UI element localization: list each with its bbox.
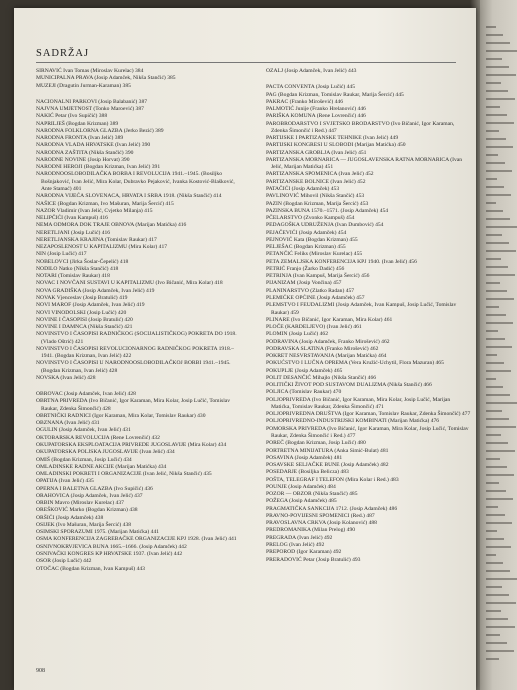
- toc-entry: OBRTNA PRIVREDA (Ivo Bičanić, Igor Karaman, Mira Kolar, Josip Lučić, Tomislav Raukar, Zdenka Šimončić) 428: [36, 398, 231, 412]
- toc-entry: NOVINE I ČASOPISI (Josip Bratulić) 420: [36, 316, 133, 323]
- toc-entry: PODRAVSKA SLATINA (Franko Mirošević) 462: [266, 345, 379, 352]
- toc-left-column: [36, 68, 241, 573]
- blurred-text-line: [486, 146, 513, 148]
- toc-entry: NACIONALNI PARKOVI (Josip Balabanić) 387: [36, 98, 148, 105]
- blurred-text-line: [486, 330, 498, 332]
- blurred-text-line: [486, 410, 502, 412]
- blurred-text-line: [486, 242, 509, 244]
- blurred-text-line: [486, 354, 497, 356]
- blurred-text-line: [486, 130, 499, 132]
- blurred-text-line: [486, 490, 506, 492]
- blurred-text-line: [486, 522, 512, 524]
- blurred-text-line: [486, 418, 509, 420]
- blurred-text-line: [486, 618, 508, 620]
- blurred-text-line: [486, 26, 496, 28]
- toc-entry: OSNIVAČKI KONGRES KP HRVATSKE 1937. (Ivan Jelić) 442: [36, 551, 183, 557]
- blurred-text-line: [486, 546, 511, 548]
- toc-entry: NAKIĆ Petar (Ivo Supičić) 388: [36, 113, 108, 120]
- toc-entry: PAZIN (Bogdan Krizman, Marija Šercić) 453: [266, 200, 369, 207]
- blurred-text-line: [486, 74, 516, 76]
- toc-entry: POMORSKA PRIVREDA (Ivo Bičanić, Igor Karaman, Mira Kolar, Josip Lučić, Tomislav Raukar, Zdenka Šimončić i Red.) 477: [266, 425, 469, 440]
- blurred-text-line: [486, 338, 505, 340]
- toc-entry: PODRAVINA (Josip Adamček, Franko Mirošević) 462: [266, 338, 390, 345]
- blurred-text-line: [486, 50, 517, 52]
- blurred-text-line: [486, 578, 517, 580]
- toc-entry: ORBIN Mavro (Miroslav Kurelac) 437: [36, 500, 124, 507]
- toc-entry: OGULIN (Josip Adamček, Ivan Jelić) 431: [36, 427, 131, 434]
- toc-entry: NOVINSTVO I ČASOPISI REVOLUCIONARNOG RADNIČKOG POKRETA 1918.–1941. (Bogdan Krizman, Ivan Jelić) 422: [36, 345, 234, 360]
- book-page: [14, 8, 476, 690]
- toc-entry: PAZINSKA BUNA 1570.–1571. (Josip Adamček) 454: [266, 207, 389, 214]
- toc-entry: NOBELOVCI (Jirka Šoslar-Čepelić) 418: [36, 258, 129, 265]
- toc-entry: POREČ (Bogdan Krizman, Josip Lučić) 480: [266, 440, 366, 447]
- blurred-text-line: [486, 154, 498, 156]
- toc-entry: NAPRILJEŠ (Bogdan Krizman) 389: [36, 120, 119, 127]
- blurred-text-line: [486, 274, 515, 276]
- blurred-text-line: [486, 386, 503, 388]
- toc-entry: NEZAPOSLENOST U KAPITALIZMU (Mira Kolar) 417: [36, 244, 168, 251]
- toc-entry: PAROBRODARSTVO I SVJETSKO BRODARSTVO (Ivo Bičanić, Igor Karaman, Zdenka Šimončić i Red.) 447: [266, 120, 455, 134]
- toc-entry: NOVI VINODOLSKI (Josip Lučić) 420: [36, 309, 127, 316]
- toc-entry: NARODNI HEROJI (Bogdan Krizman, Ivan Jelić) 391: [36, 164, 161, 171]
- blurred-text-line: [486, 442, 508, 444]
- blurred-text-line: [486, 114, 507, 116]
- toc-entry: NOVSKA (Ivan Jelić) 428: [36, 374, 96, 381]
- blurred-text-line: [486, 626, 515, 628]
- toc-right-column: [266, 68, 471, 564]
- toc-entry: MUZEJI (Dragutin Jurman-Karaman) 385: [36, 82, 131, 89]
- blurred-text-line: [486, 394, 510, 396]
- toc-entry: PEJAČEVIĆI (Josip Adamček) 454: [266, 229, 347, 236]
- toc-entry: OPERNA I BALETNA GLAZBA (Ivo Supičić) 436: [36, 485, 153, 492]
- toc-entry: PLEMIĆKE OPĆINE (Josip Adamček) 457: [266, 294, 365, 301]
- toc-entry: NARODNA VIJEĆA SLOVENACA, HRVATA I SRBA 1918. (Nikša Stančić) 414: [36, 193, 222, 200]
- toc-entry: NOVINE I DAMNCA (Nikša Stančić) 421: [36, 324, 133, 331]
- toc-entry: OSIMSKI SPORAZUMI 1975. (Marijan Matićka) 441: [36, 529, 160, 536]
- toc-entry: PLOČE (KARDELJEVO) (Ivan Jelić) 461: [266, 324, 362, 331]
- toc-entry: NOVA GRADIŠKA (Josip Adamček, Ivan Jelić) 419: [36, 287, 155, 294]
- blurred-text-line: [486, 186, 504, 188]
- toc-entry: PARTIZANSKE BOLNICE (Ivan Jelić) 452: [266, 178, 366, 185]
- toc-entry: NARODNA FOLKLORNA GLAZBA (Jerko Bezić) 389: [36, 127, 164, 134]
- toc-entry: NARODNE NOVINE (Josip Horvat) 390: [36, 156, 130, 163]
- toc-entry: PAG (Bogdan Krizman, Tomislav Raukar, Marija Šercić) 445: [266, 91, 404, 98]
- toc-entry: NOTARI (Tomislav Raukar) 418: [36, 273, 110, 280]
- toc-entry: NIN (Josip Lučić) 417: [36, 251, 87, 258]
- toc-entry: POKUĆSTVO I LUČNA OPREMA (Vera Kružić-Uchytil, Flora Mazuran) 465: [266, 360, 444, 367]
- toc-entry: OREŠKOVIĆ Marko (Bogdan Krizman) 438: [36, 507, 138, 514]
- toc-entry: POSEDARJE (Bosiljka Belicza) 483: [266, 469, 349, 476]
- blurred-text-line: [486, 322, 513, 324]
- toc-entry: OMIŠ (Bogdan Krizman, Josip Lučić) 434: [36, 456, 132, 463]
- blurred-text-line: [486, 90, 508, 92]
- blurred-text-line: [486, 586, 502, 588]
- toc-entry: PARTIJSKI KONGRESI U SLOBODI (Marijan Matićka) 450: [266, 142, 406, 149]
- blurred-text-line: [486, 290, 507, 292]
- toc-entry: OZALJ (Josip Adamček, Ivan Jelić) 443: [266, 68, 357, 74]
- toc-entry: OKTOBARSKA REVOLUCIJA (Rene Lovrenčić) 432: [36, 434, 160, 441]
- toc-entry: PRAVOSLAVNA CRKVA (Josip Kolanović) 488: [266, 520, 377, 527]
- toc-entry: PAKRAC (Franko Mirošević) 446: [266, 98, 344, 105]
- toc-entry: ORŠIĆI (Josip Adamček) 438: [36, 514, 104, 521]
- toc-entry: NOVI MAROF (Josip Adamček, Ivan Jelić) 419: [36, 302, 145, 309]
- toc-entry: POLJOPRIVREDNO-INDUSTRIJSKI KOMBINATI (Marijan Matićka) 476: [266, 418, 440, 425]
- blurred-text-line: [486, 402, 517, 404]
- toc-entry: PARIŠKA KOMUNA (Rene Lovrenčić) 446: [266, 113, 366, 120]
- blurred-text-line: [486, 594, 509, 596]
- toc-entry: POZOR — OBZOR (Nikša Stančić) 485: [266, 491, 358, 498]
- toc-entry: OPATIJA (Ivan Jelić) 435: [36, 478, 94, 485]
- blurred-text-line: [486, 34, 503, 36]
- toc-entry: ORAHOVICA (Josip Adamček, Ivan Jelić) 437: [36, 492, 143, 499]
- toc-entry: OKUPATORSKA EKSPLOATACIJA PRIVREDE JUGOSLAVIJE (Mira Kolar) 434: [36, 442, 227, 449]
- toc-entry: PRELOG (Ivan Jelić) 492: [266, 542, 325, 548]
- toc-entry: OMLADINSKI POKRETI I ORGANIZACIJE (Ivan Jelić, Nikša Stančić) 435: [36, 471, 212, 478]
- toc-entry: NERETLJANI (Josip Lučić) 416: [36, 229, 111, 236]
- toc-entry: POLJICA (Tomislav Raukar) 470: [266, 389, 342, 396]
- toc-entry: NEMA ODMORA DOK TRAJE OBNOVA (Marijan Matićka) 416: [36, 222, 187, 229]
- toc-entry: PRAGMATIČKA SANKCIJA 1712. (Josip Adamček) 486: [266, 505, 398, 512]
- blurred-text-line: [486, 306, 499, 308]
- blurred-text-line: [486, 314, 506, 316]
- blurred-text-line: [486, 106, 500, 108]
- toc-entry: PLANINARSTVO (Zlatko Radan) 457: [266, 287, 355, 294]
- blurred-text-line: [486, 562, 503, 564]
- blurred-text-line: [486, 370, 511, 372]
- toc-entry: NAŠICE (Bogdan Krizman, Ivo Mašuran, Marija Šercić) 415: [36, 200, 174, 207]
- blurred-text-line: [486, 554, 496, 556]
- toc-entry: PREGRADA (Ivan Jelić) 492: [266, 534, 333, 541]
- toc-entry: POLITIČKI ŽIVOT POD SUSTAVOM DUALIZMA (Nikša Stančić) 466: [266, 382, 432, 389]
- toc-entry: NAZOR Vladimir (Ivan Jelić, Cvjetko Milanja) 415: [36, 207, 153, 214]
- blurred-text-line: [486, 506, 498, 508]
- blurred-text-line: [486, 178, 497, 180]
- toc-entry: PLEMSTVO I FEUDALIZMI (Josip Adamček, Ivan Kampuš, Josip Lučić, Tomislav Raukar) 459: [266, 302, 457, 316]
- blurred-text-line: [486, 474, 514, 476]
- blurred-text-line: [486, 98, 515, 100]
- toc-entry: PEJNOVIĆ Kata (Bogdan Krizman) 455: [266, 236, 358, 243]
- toc-entry: MUNICIPALNA PRAVA (Josip Adamček, Nikša Stančić) 385: [36, 75, 176, 82]
- toc-entry: OSOR (Josip Lučić) 442: [36, 558, 92, 565]
- adjacent-page-text-blur: [486, 20, 517, 666]
- toc-entry: NARODNA VLADA HRVATSKE (Ivan Jelić) 390: [36, 142, 151, 149]
- blurred-text-line: [486, 650, 514, 652]
- toc-entry: NOVAC I NOVČANI SUSTAVI U KAPITALIZMU (Ivo Bičanić, Mira Kolar) 418: [36, 280, 223, 287]
- toc-entry: PETANČIĆ Feliks (Miroslav Kurelac) 455: [266, 251, 363, 258]
- toc-entry: PLOMIN (Josip Lučić) 462: [266, 331, 328, 338]
- blurred-text-line: [486, 466, 507, 468]
- blurred-text-line: [486, 170, 512, 172]
- toc-entry: POLJOPRIVREDNA DRUŠTVA (Igor Karaman, Tomislav Raukar, Zdenka Šimončić) 477: [266, 411, 471, 418]
- toc-entry: NODILO Natko (Nikša Stančić) 418: [36, 265, 119, 272]
- toc-entry: SIRNAVIĆ Ivan Tomas (Miroslav Kurelac) 384: [36, 68, 144, 74]
- blurred-text-line: [486, 570, 510, 572]
- blurred-text-line: [486, 66, 509, 68]
- blurred-text-line: [486, 602, 516, 604]
- toc-entry: POŽEGA (Josip Adamček) 485: [266, 498, 337, 505]
- blurred-text-line: [486, 362, 504, 364]
- toc-entry: OBRTNIČKI RADNICI (Igor Karaman, Mira Kolar, Tomislav Raukar) 430: [36, 412, 206, 419]
- toc-entry: OMLADINSKE RADNE AKCIJE (Marijan Matićka) 434: [36, 463, 167, 470]
- toc-entry: PACTA CONVENTA (Josip Lučić) 445: [266, 84, 356, 91]
- blurred-text-line: [486, 450, 515, 452]
- toc-entry: PARTIZANSKA GROBLJA (Ivan Jelić) 451: [266, 149, 367, 156]
- toc-entry: NERETLJANSKA KRAJINA (Tomislav Raukar) 417: [36, 236, 157, 243]
- blurred-text-line: [486, 202, 496, 204]
- blurred-text-line: [486, 378, 496, 380]
- toc-entry: PELJEŠAC (Bogdan Krizman) 455: [266, 244, 346, 251]
- blurred-text-line: [486, 538, 504, 540]
- adjacent-page-edge: [480, 0, 517, 690]
- toc-entry: PČELARSTVO (Zvonko Kampuš) 454: [266, 215, 355, 222]
- blurred-text-line: [486, 346, 512, 348]
- toc-entry: OTOČAC (Bogdan Krizman, Ivan Kampuš) 443: [36, 565, 145, 572]
- blurred-text-line: [486, 82, 501, 84]
- toc-entry: POSAVINA (Josip Adamček) 481: [266, 454, 343, 461]
- toc-entry: NELIPČIĆI (Ivan Kampuš) 416: [36, 215, 108, 222]
- toc-entry: OSIJEK (Ivo Mašuran, Marija Šercić) 438: [36, 521, 132, 528]
- toc-entry: PAVLINOVIĆ Mihovil (Nikša Stančić) 453: [266, 193, 365, 200]
- blurred-text-line: [486, 234, 502, 236]
- blurred-text-line: [486, 266, 508, 268]
- toc-entry: PETRIĆ Franjo (Žarko Dadić) 456: [266, 265, 345, 272]
- toc-entry: PARTIZANSKA MORNARICA — JUGOSLAVENSKA RATNA MORNARICA (Ivan Jelić, Marijan Matićka) 451: [266, 156, 463, 171]
- blurred-text-line: [486, 42, 510, 44]
- toc-entry: PRAVNO-POVIJESNI SPOMENICI (Red.) 487: [266, 512, 375, 519]
- toc-entry: OBZNANA (Ivan Jelić) 431: [36, 420, 100, 427]
- toc-entry: NOVINSTVO I ČASOPISI U NARODNOOSLOBODILAČKOJ BORBI 1941.–1945. (Bogdan Krizman, Ivan Jelić) 428: [36, 360, 231, 374]
- blurred-text-line: [486, 514, 505, 516]
- toc-entry: NOVAK Vjenceslav (Josip Bratulić) 419: [36, 294, 128, 301]
- blurred-text-line: [486, 210, 503, 212]
- blurred-text-line: [486, 642, 507, 644]
- toc-entry: POŠTA, TELEGRAF I TELEFON (Mira Kolar i Red.) 483: [266, 476, 399, 483]
- blurred-text-line: [486, 258, 501, 260]
- toc-entry: NARODNOOSLOBODILAČKA BORBA I REVOLUCIJA 1941.–1945. (Bosiljko Bošnjaković, Ivan Jelić, Mira Kolar, Dubravko Pejaković, Ivanka Kostović-Blašković, Ante Stamać) 401: [36, 171, 235, 192]
- page-title: SADRŽAJ: [36, 48, 90, 59]
- toc-entry: PREDROMANIKA (Milan Prelog) 490: [266, 527, 356, 534]
- blurred-text-line: [486, 138, 506, 140]
- toc-entry: OKUPATORSKA POLJSKA JUGOSLAVIJE (Ivan Jelić) 434: [36, 449, 175, 456]
- toc-entry: POUNJE (Josip Adamček) 484: [266, 483, 336, 490]
- blurred-text-line: [486, 482, 499, 484]
- toc-entry: PETA ZEMALJSKA KONFERENCIJA KPJ 1940. (Ivan Jelić) 456: [266, 258, 417, 265]
- blurred-text-line: [486, 530, 497, 532]
- blurred-text-line: [486, 458, 500, 460]
- toc-entry: POKUPLJE (Josip Adamček) 465: [266, 367, 343, 374]
- blurred-text-line: [486, 162, 505, 164]
- toc-entry: PEDAGOŠKA UDRUŽENJA (Ivan Dumbović) 454: [266, 222, 384, 229]
- blurred-text-line: [486, 610, 501, 612]
- blurred-text-line: [486, 122, 514, 124]
- toc-entry: PLINARE (Ivo Bičanić, Igor Karaman, Mira Kolar) 461: [266, 316, 393, 323]
- section-gap: [36, 90, 241, 99]
- toc-entry: NOVINSTVO I ČASOPISI RADNIČKOG (SOCIJALISTIČKOG) POKRETA DO 1918. (Vlado Oštrić) 421: [36, 331, 237, 345]
- blurred-text-line: [486, 426, 516, 428]
- blurred-text-line: [486, 634, 500, 636]
- toc-entry: POLJOPRIVREDA (Ivo Bičanić, Igor Karaman, Mira Kolar, Josip Lučić, Marijan Matićka, Tomislav Raukar, Zdenka Šimončić) 471: [266, 396, 451, 410]
- toc-entry: PATAČIĆI (Josip Adamček) 453: [266, 185, 340, 192]
- blurred-text-line: [486, 282, 500, 284]
- toc-entry: OSMA KONFERENCIJA ZAGREBAČKE ORGANIZACIJE KPJ 1928. (Ivan Jelić) 441: [36, 536, 237, 543]
- blurred-text-line: [486, 434, 501, 436]
- toc-entry: NAJVNA UMJETNOST (Tonko Maroević) 387: [36, 106, 144, 113]
- toc-entry: OSNIVNOKRVJEVICA BUNA 1665.–1666. (Josip Adamček) 442: [36, 543, 187, 550]
- toc-entry: NARODNA ZAŠTITA (Nikša Stančić) 390: [36, 149, 134, 156]
- blurred-text-line: [486, 218, 510, 220]
- toc-entry: PARTIZANSKA SPOMENICA (Ivan Jelić) 452: [266, 171, 374, 178]
- blurred-text-line: [486, 298, 514, 300]
- blurred-text-line: [486, 250, 516, 252]
- toc-entry: PALMOTIĆ Junije (Franko Hrelanović) 446: [266, 106, 366, 113]
- blurred-text-line: [486, 194, 511, 196]
- section-gap: [36, 382, 241, 391]
- toc-entry: PIJANIZAM (Josip Vončina) 457: [266, 280, 342, 287]
- toc-entry: POKRET NESVRSTAVANJA (Marijan Matićka) 464: [266, 353, 387, 360]
- blurred-text-line: [486, 498, 513, 500]
- toc-entry: PARTIJSKE I PARTIZANSKE TEHNIKE (Ivan Jelić) 449: [266, 135, 399, 142]
- toc-entry: PORTRETNA MINIJATURA (Anka Simić-Bulat) 481: [266, 447, 389, 454]
- toc-entry: POSAVSKE SELJAČKE BUNE (Josip Adamček) 482: [266, 462, 389, 469]
- section-gap: [266, 75, 471, 84]
- page-number: 908: [36, 668, 45, 674]
- blurred-text-line: [486, 658, 499, 660]
- toc-entry: POLIT DESANČIĆ Mihajlo (Nikša Stančić) 466: [266, 374, 377, 381]
- toc-entry: NARODNA FRONTA (Ivan Jelić) 389: [36, 135, 124, 142]
- toc-entry: PREPOROD (Igor Karaman) 492: [266, 549, 342, 556]
- blurred-text-line: [486, 58, 502, 60]
- toc-entry: OBROVAC (Josip Adamček, Ivan Jelić) 428: [36, 391, 136, 398]
- toc-entry: PRERADOVIĆ Petar (Josip Bratulić) 493: [266, 556, 361, 563]
- toc-entry: PETRINJA (Ivan Kampuš, Marija Šercić) 456: [266, 273, 370, 280]
- page-header: [36, 48, 456, 63]
- blurred-text-line: [486, 226, 517, 228]
